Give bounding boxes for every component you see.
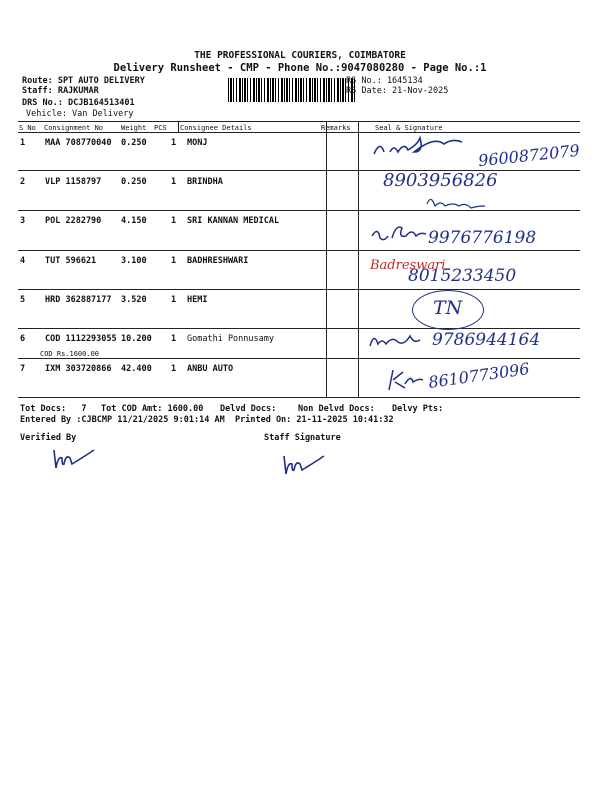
row-consignee: BRINDHA: [187, 177, 223, 187]
row-pcs: 1: [171, 216, 177, 226]
staff: Staff: RAJKUMAR: [22, 86, 99, 96]
col-pcs: PCS: [154, 124, 167, 132]
signature-row-1: [368, 134, 478, 164]
route: Route: SPT AUTO DELIVERY: [22, 76, 145, 86]
row-consignment: HRD 362887177: [45, 295, 112, 305]
handwritten-phone: 8015233450: [408, 266, 517, 286]
handwritten-phone: 8610773096: [427, 359, 531, 392]
row-consignment: VLP 1158797: [45, 177, 102, 187]
col-remarks: Remarks: [321, 124, 351, 132]
row-weight: 4.150: [121, 216, 147, 226]
row-sno: 7: [20, 364, 26, 374]
row-pcs: 1: [171, 295, 177, 305]
row-sno: 6: [20, 334, 26, 344]
row-consignment: POL 2282790: [45, 216, 102, 226]
printed-on: Printed On: 21-11-2025 10:41:32: [235, 415, 394, 425]
company-title: THE PROFESSIONAL COURIERS, COIMBATORE: [194, 50, 406, 61]
row-pcs: 1: [171, 364, 177, 374]
delvy-pts: Delvy Pts:: [392, 404, 444, 414]
handwritten-name: Badreswari: [370, 258, 446, 273]
row-consignment: IXM 303720866: [45, 364, 112, 374]
row-consignment: COD 1112293055: [45, 334, 117, 344]
row-sno: 3: [20, 216, 26, 226]
row-consignment: TUT 596621: [45, 256, 97, 266]
row-consignee: BADHRESHWARI: [187, 256, 249, 266]
non-delvd-docs: Non Delvd Docs:: [298, 404, 375, 414]
row-sno: 1: [20, 138, 26, 148]
col-consignee: Consignee Details: [180, 124, 252, 132]
col-consignment: Consignment No: [44, 124, 104, 132]
row-sno: 2: [20, 177, 26, 187]
row-pcs: 1: [171, 138, 177, 148]
signature-row-7: [385, 364, 425, 394]
row-weight: 0.250: [121, 177, 147, 187]
delvd-docs: Delvd Docs:: [220, 404, 277, 414]
row-consignee: HEMI: [187, 295, 208, 305]
row-pcs: 1: [171, 256, 177, 266]
handwritten-stamp: TN: [433, 297, 463, 319]
col-sno: S No: [19, 124, 36, 132]
entered-by: Entered By :CJBCMP 11/21/2025 9:01:14 AM: [20, 415, 225, 425]
vehicle: Vehicle: Van Delivery: [26, 109, 134, 119]
row-consignee: ANBU AUTO: [187, 364, 234, 374]
staff-signature-mark: [278, 450, 328, 476]
col-weight: Weight: [121, 124, 147, 132]
signature-row-6: [366, 330, 426, 352]
row-weight: 10.200: [121, 334, 152, 344]
row-pcs: 1: [171, 334, 177, 344]
signature-row-3: [368, 222, 428, 246]
barcode: [228, 78, 356, 102]
drs-no: DRS No.: DCJB164513401: [22, 98, 135, 108]
signature-row-2: [425, 194, 495, 210]
tot-cod-amt: Tot COD Amt: 1600.00: [101, 404, 204, 414]
row-weight: 3.100: [121, 256, 147, 266]
row-sno: 4: [20, 256, 26, 266]
handwritten-phone: 8903956826: [383, 170, 498, 191]
row-weight: 0.250: [121, 138, 147, 148]
verified-by-signature: [48, 444, 98, 470]
handwritten-phone: 9600872079: [477, 140, 581, 171]
row-sno: 5: [20, 295, 26, 305]
row-weight: 42.400: [121, 364, 152, 374]
row-consignment: MAA 708770040: [45, 138, 112, 148]
row-weight: 3.520: [121, 295, 147, 305]
verified-by-label: Verified By: [20, 433, 77, 443]
runsheet-subtitle: Delivery Runsheet - CMP - Phone No.:9047080280 - Page No.:1: [113, 62, 487, 74]
col-seal-signature: Seal & Signature: [375, 124, 443, 132]
cod-note: COD Rs.1600.00: [40, 350, 100, 358]
handwritten-phone: 9976776198: [428, 228, 537, 248]
row-consignee: Gomathi Ponnusamy: [187, 334, 274, 344]
rs-no: RS No.: 1645134: [346, 76, 423, 86]
tot-docs: Tot Docs: 7: [20, 404, 87, 414]
row-pcs: 1: [171, 177, 177, 187]
rs-date: RS Date: 21-Nov-2025: [346, 86, 449, 96]
staff-signature-label: Staff Signature: [264, 433, 341, 443]
row-consignee: SRI KANNAN MEDICAL: [187, 216, 280, 226]
row-consignee: MONJ: [187, 138, 208, 148]
handwritten-phone: 9786944164: [432, 330, 541, 350]
